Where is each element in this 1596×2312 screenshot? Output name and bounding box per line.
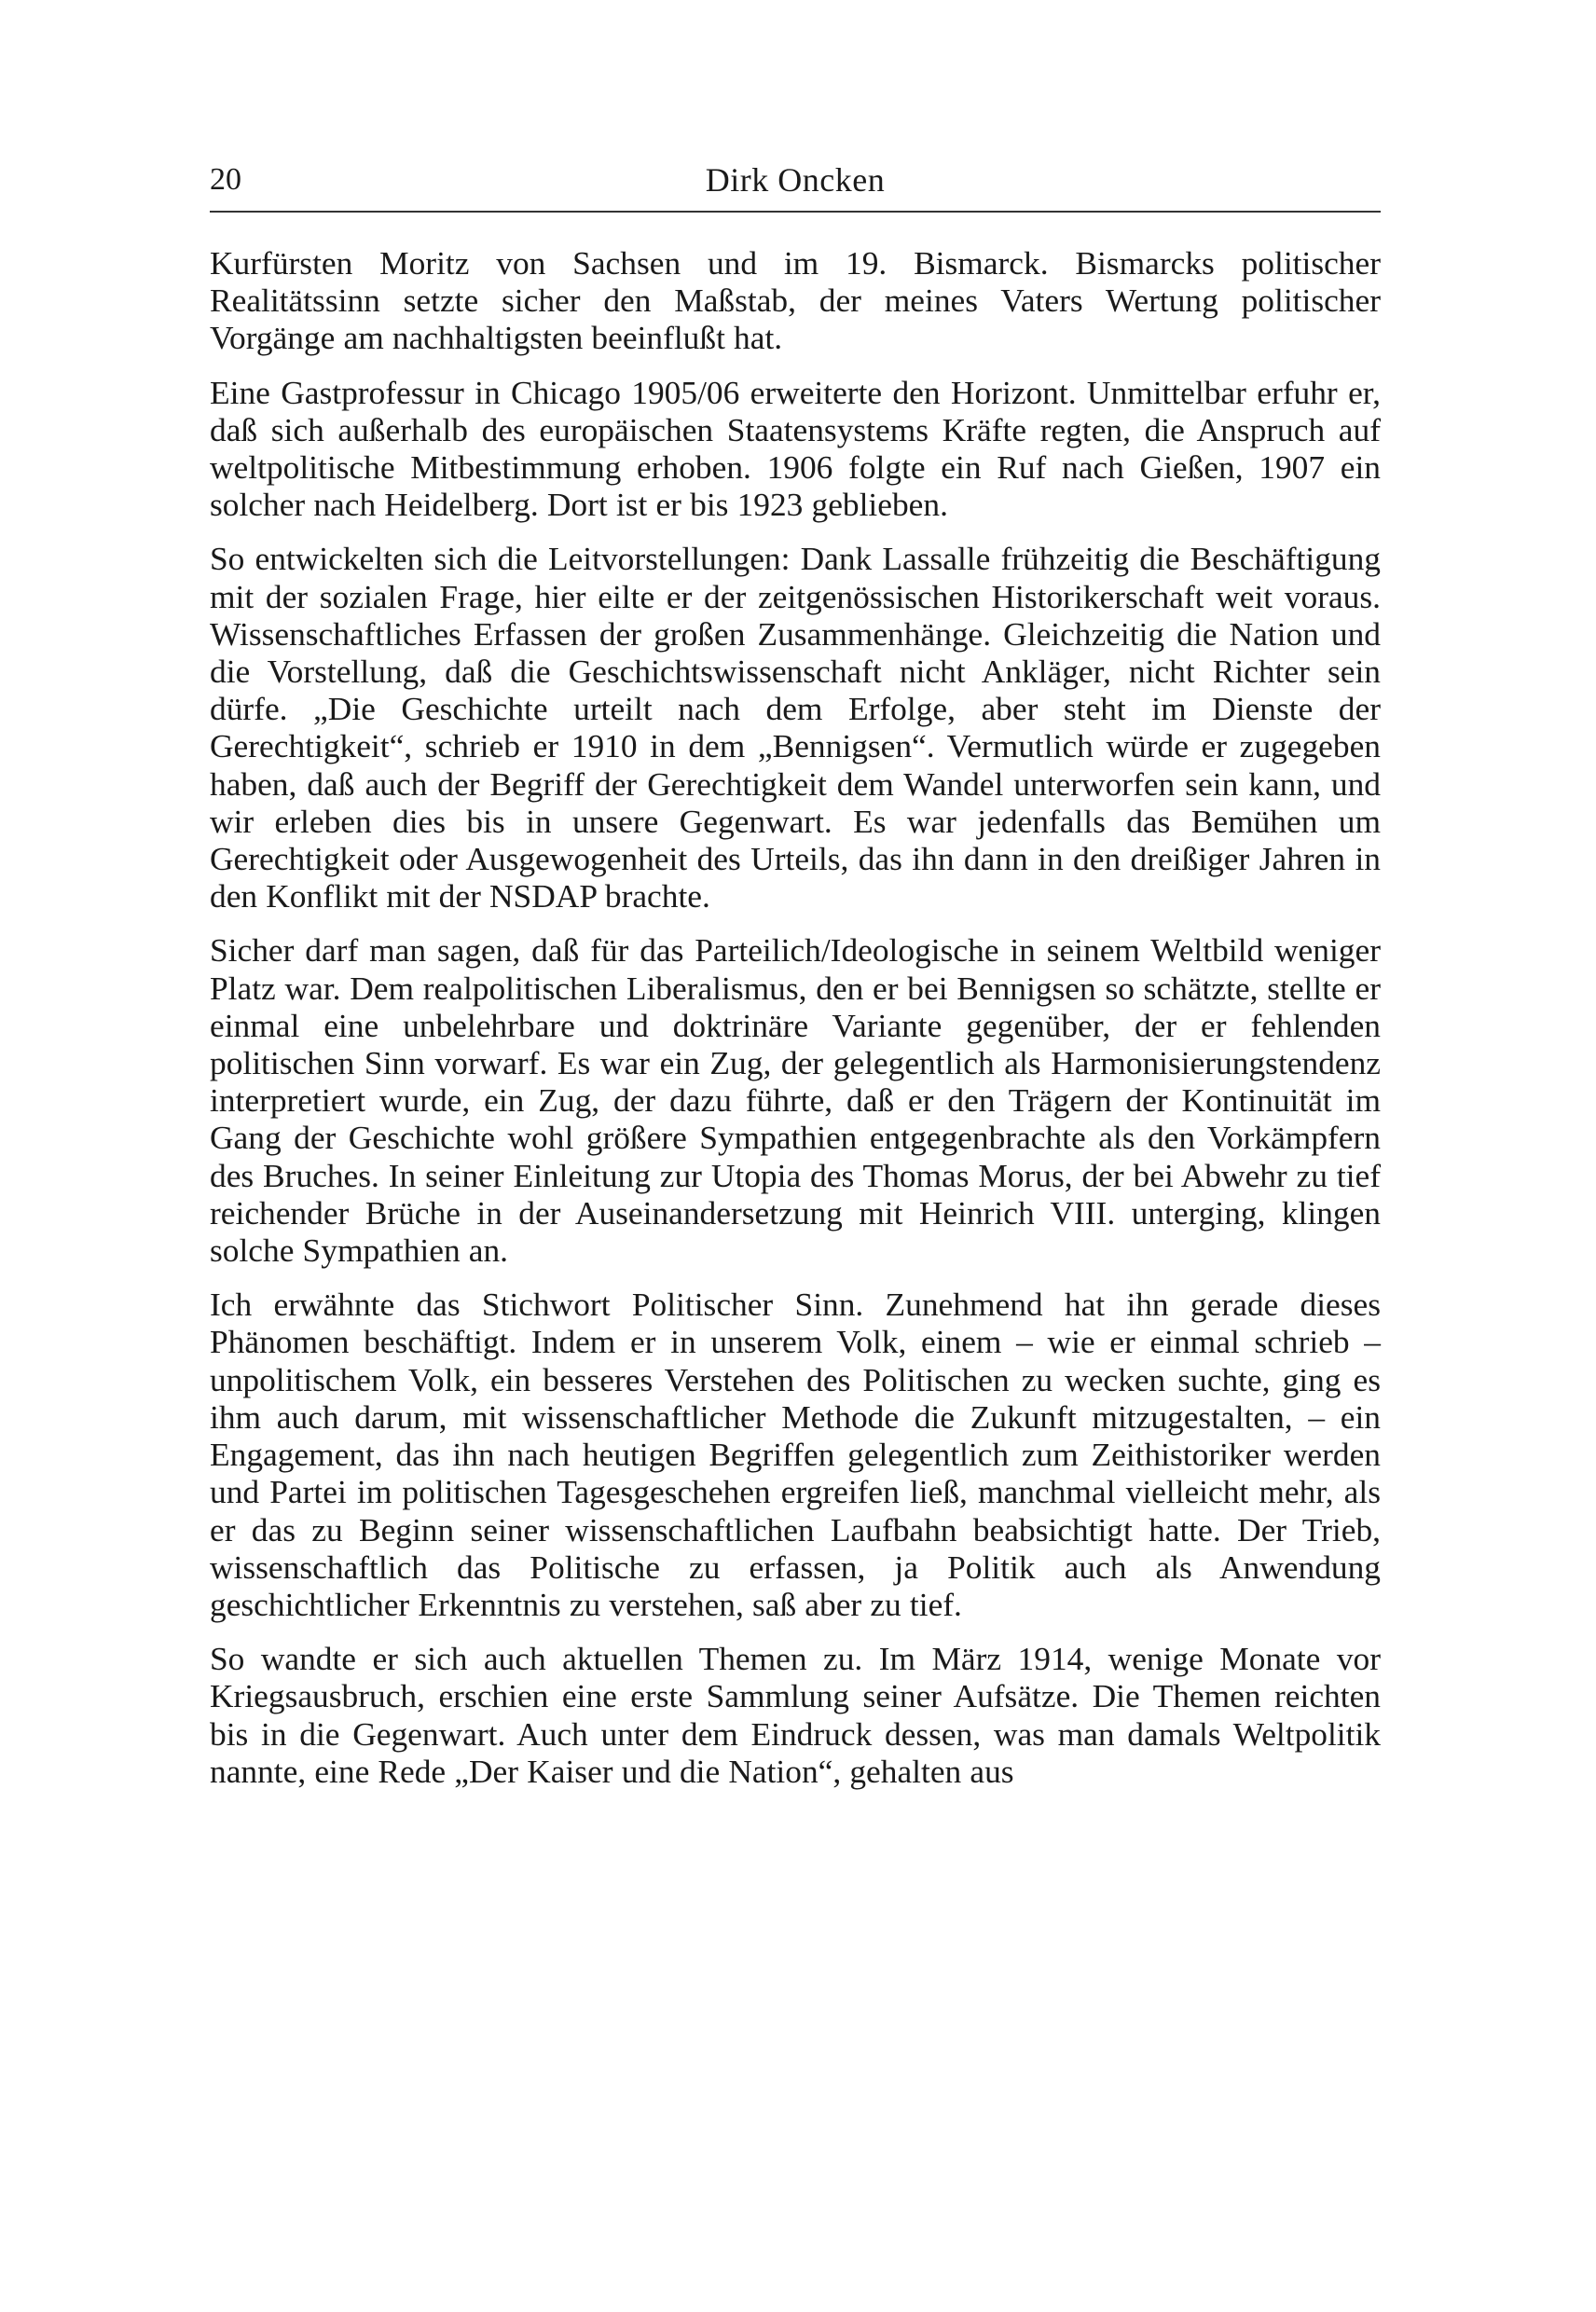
page-number: 20 [210, 162, 241, 197]
paragraph-2: Eine Gastprofessur in Chicago 1905/06 erweiterte den Horizont. Unmittelbar erfuhr er, daß sich außerhalb des europäischen Staatensystems Kräfte regten, die Anspruch auf weltpolitische Mitbestimmung erhoben. 1906 folgte ein Ruf nach Gießen, 1907 ein solcher nach Heidelberg. Dort ist er bis 1923 geblieben. [210, 373, 1381, 524]
body-text [210, 244, 1381, 1807]
running-title: Dirk Oncken [705, 161, 886, 199]
paragraph-6: So wandte er sich auch aktuellen Themen zu. Im März 1914, wenige Monate vor Kriegsausbruch, erschien eine erste Sammlung seiner Aufsätze. Die Themen reichten bis in die Gegenwart. Auch unter dem Eindruck dessen, was man damals Weltpolitik nannte, eine Rede „Der Kaiser und die Nation“, gehalten aus [210, 1640, 1381, 1790]
paragraph-1: Kurfürsten Moritz von Sachsen und im 19. Bismarck. Bismarcks politischer Realitätssinn setzte sicher den Maßstab, der meines Vaters Wertung politischer Vorgänge am nachhaltigsten beeinflußt hat. [210, 244, 1381, 357]
running-head [210, 158, 1381, 213]
paragraph-3: So entwickelten sich die Leitvorstellungen: Dank Lassalle frühzeitig die Beschäftigung mit der sozialen Frage, hier eilte er der zeitgenössischen Historikerschaft weit voraus. Wissenschaftliches Erfassen der großen Zusammenhänge. Gleichzeitig die Nation und die Vorstellung, daß die Geschichtswissenschaft nicht Ankläger, nicht Richter sein dürfe. „Die Geschichte urteilt nach dem Erfolge, aber steht im Dienste der Gerechtigkeit“, schrieb er 1910 in dem „Bennigsen“. Vermutlich würde er zugegeben haben, daß auch der Begriff der Gerechtigkeit dem Wandel unterworfen sein kann, und wir erleben dies bis in unsere Gegenwart. Es war jedenfalls das Bemühen um Gerechtigkeit oder Ausgewogenheit des Urteils, das ihn dann in den dreißiger Jahren in den Konflikt mit der NSDAP brachte. [210, 540, 1381, 915]
paragraph-5: Ich erwähnte das Stichwort Politischer Sinn. Zunehmend hat ihn gerade dieses Phänomen beschäftigt. Indem er in unserem Volk, einem – wie er einmal schrieb – unpolitischem Volk, ein besseres Verstehen des Politischen zu wecken suchte, ging es ihm auch darum, mit wissenschaftlicher Methode die Zukunft mitzugestalten, – ein Engagement, das ihn nach heutigen Begriffen gelegentlich zum Zeithistoriker werden und Partei im politischen Tagesgeschehen ergreifen ließ, manchmal vielleicht mehr, als er das zu Beginn seiner wissenschaftlichen Laufbahn beabsichtigt hatte. Der Trieb, wissenschaftlich das Politische zu erfassen, ja Politik auch als Anwendung geschichtlicher Erkenntnis zu verstehen, saß aber zu tief. [210, 1286, 1381, 1623]
paragraph-4: Sicher darf man sagen, daß für das Parteilich/Ideologische in seinem Weltbild weniger Platz war. Dem realpolitischen Liberalismus, den er bei Bennigsen so schätzte, stellte er einmal eine unbelehrbare und doktrinäre Variante gegenüber, der er fehlenden politischen Sinn vorwarf. Es war ein Zug, der gelegentlich als Harmonisierungstendenz interpretiert wurde, ein Zug, der dazu führte, daß er den Trägern der Kontinuität im Gang der Geschichte wohl größere Sympathien entgegenbrachte als den Vorkämpfern des Bruches. In seiner Einleitung zur Utopia des Thomas Morus, der bei Abwehr zu tief reichender Brüche in der Auseinandersetzung mit Heinrich VIII. unterging, klingen solche Sympathien an. [210, 931, 1381, 1270]
